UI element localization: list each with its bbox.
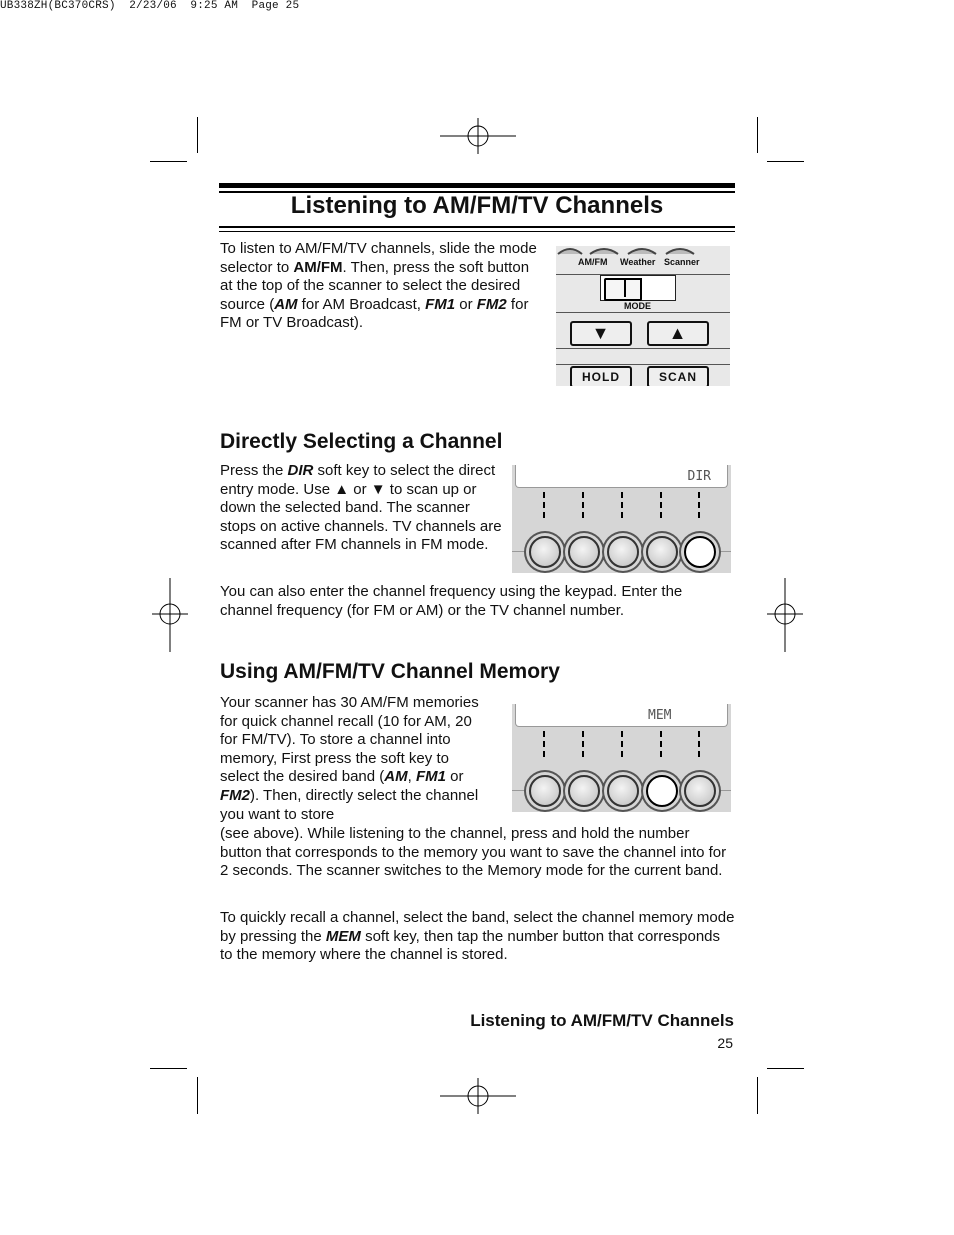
soft-key-4[interactable] (646, 536, 678, 568)
title-rule-bottom (219, 226, 735, 228)
footer-title: Listening to AM/FM/TV Channels (470, 1011, 734, 1030)
label-scanner: Scanner (664, 257, 700, 267)
soft-key-1[interactable] (529, 536, 561, 568)
soft-key-5-dir[interactable] (684, 536, 716, 568)
soft-key-2[interactable] (568, 536, 600, 568)
mem-figure (512, 704, 731, 812)
mem-lcd (515, 704, 728, 727)
mode-selector-figure (556, 246, 730, 386)
registration-mark-bottom (440, 1078, 516, 1114)
up-arrow-button[interactable]: ▲ (647, 321, 709, 346)
dir-lcd-text: DIR (687, 469, 711, 484)
soft-key-3[interactable] (607, 775, 639, 807)
page-number: 25 (717, 1035, 733, 1051)
down-arrow-button[interactable]: ▼ (570, 321, 632, 346)
mem-lcd-text: MEM (648, 708, 672, 723)
registration-mark-left (152, 578, 188, 652)
registration-mark-top (440, 118, 516, 154)
memory-paragraph-2: To quickly recall a channel, select the band, select the channel memory mode by pressing the MEM soft key, then tap the number button that corresponds to the memory where the channel is stored. (220, 909, 735, 964)
mode-slider-track[interactable] (600, 275, 676, 301)
soft-key-5[interactable] (684, 775, 716, 807)
dir-lcd (515, 465, 728, 488)
memory-paragraph-1-cont: (see above). While listening to the channel, press and hold the number button that corresponds to the memory you want to save the channel into for 2 seconds. The scanner switches to the Memory mode for the current band. (220, 825, 727, 880)
memory-paragraph-1: Your scanner has 30 AM/FM memories for quick channel recall (10 for AM, 20 for FM/TV). To store a channel into memory, First press the soft key to select the desired band (AM, FM1 or FM2). Then, directly select the channel you want to store (220, 694, 479, 823)
title-rule-bottom-thin (219, 231, 735, 232)
soft-key-1[interactable] (529, 775, 561, 807)
section-heading-direct: Directly Selecting a Channel (220, 430, 503, 453)
soft-key-3[interactable] (607, 536, 639, 568)
soft-key-4-mem[interactable] (646, 775, 678, 807)
scan-button[interactable]: SCAN (647, 366, 709, 386)
registration-mark-right (767, 578, 803, 652)
mode-slider-knob[interactable] (604, 278, 642, 301)
title-rule-top (219, 183, 735, 188)
label-weather: Weather (620, 257, 656, 267)
dir-figure (512, 465, 731, 573)
hold-button[interactable]: HOLD (570, 366, 632, 386)
direct-paragraph-2: You can also enter the channel frequency using the keypad. Enter the channel frequency (for FM or AM) or the TV channel number. (220, 583, 683, 619)
label-amfm: AM/FM (578, 257, 608, 267)
page-title: Listening to AM/FM/TV Channels (290, 192, 664, 219)
label-mode: MODE (624, 301, 651, 311)
print-slug: UB338ZH(BC370CRS) 2/23/06 9:25 AM Page 25 (0, 0, 300, 12)
soft-key-2[interactable] (568, 775, 600, 807)
intro-paragraph: To listen to AM/FM/TV channels, slide the mode selector to AM/FM. Then, press the soft button at the top of the scanner to select the desired source (AM for AM Broadcast, FM1 or FM2 for FM or TV Broadcast). (220, 240, 537, 332)
direct-paragraph-1: Press the DIR soft key to select the direct entry mode. Use ▲ or ▼ to scan up or down the selected band. The scanner stops on active channels. TV channels are scanned after FM channels in FM mode. (220, 462, 502, 554)
section-heading-memory: Using AM/FM/TV Channel Memory (220, 660, 560, 683)
